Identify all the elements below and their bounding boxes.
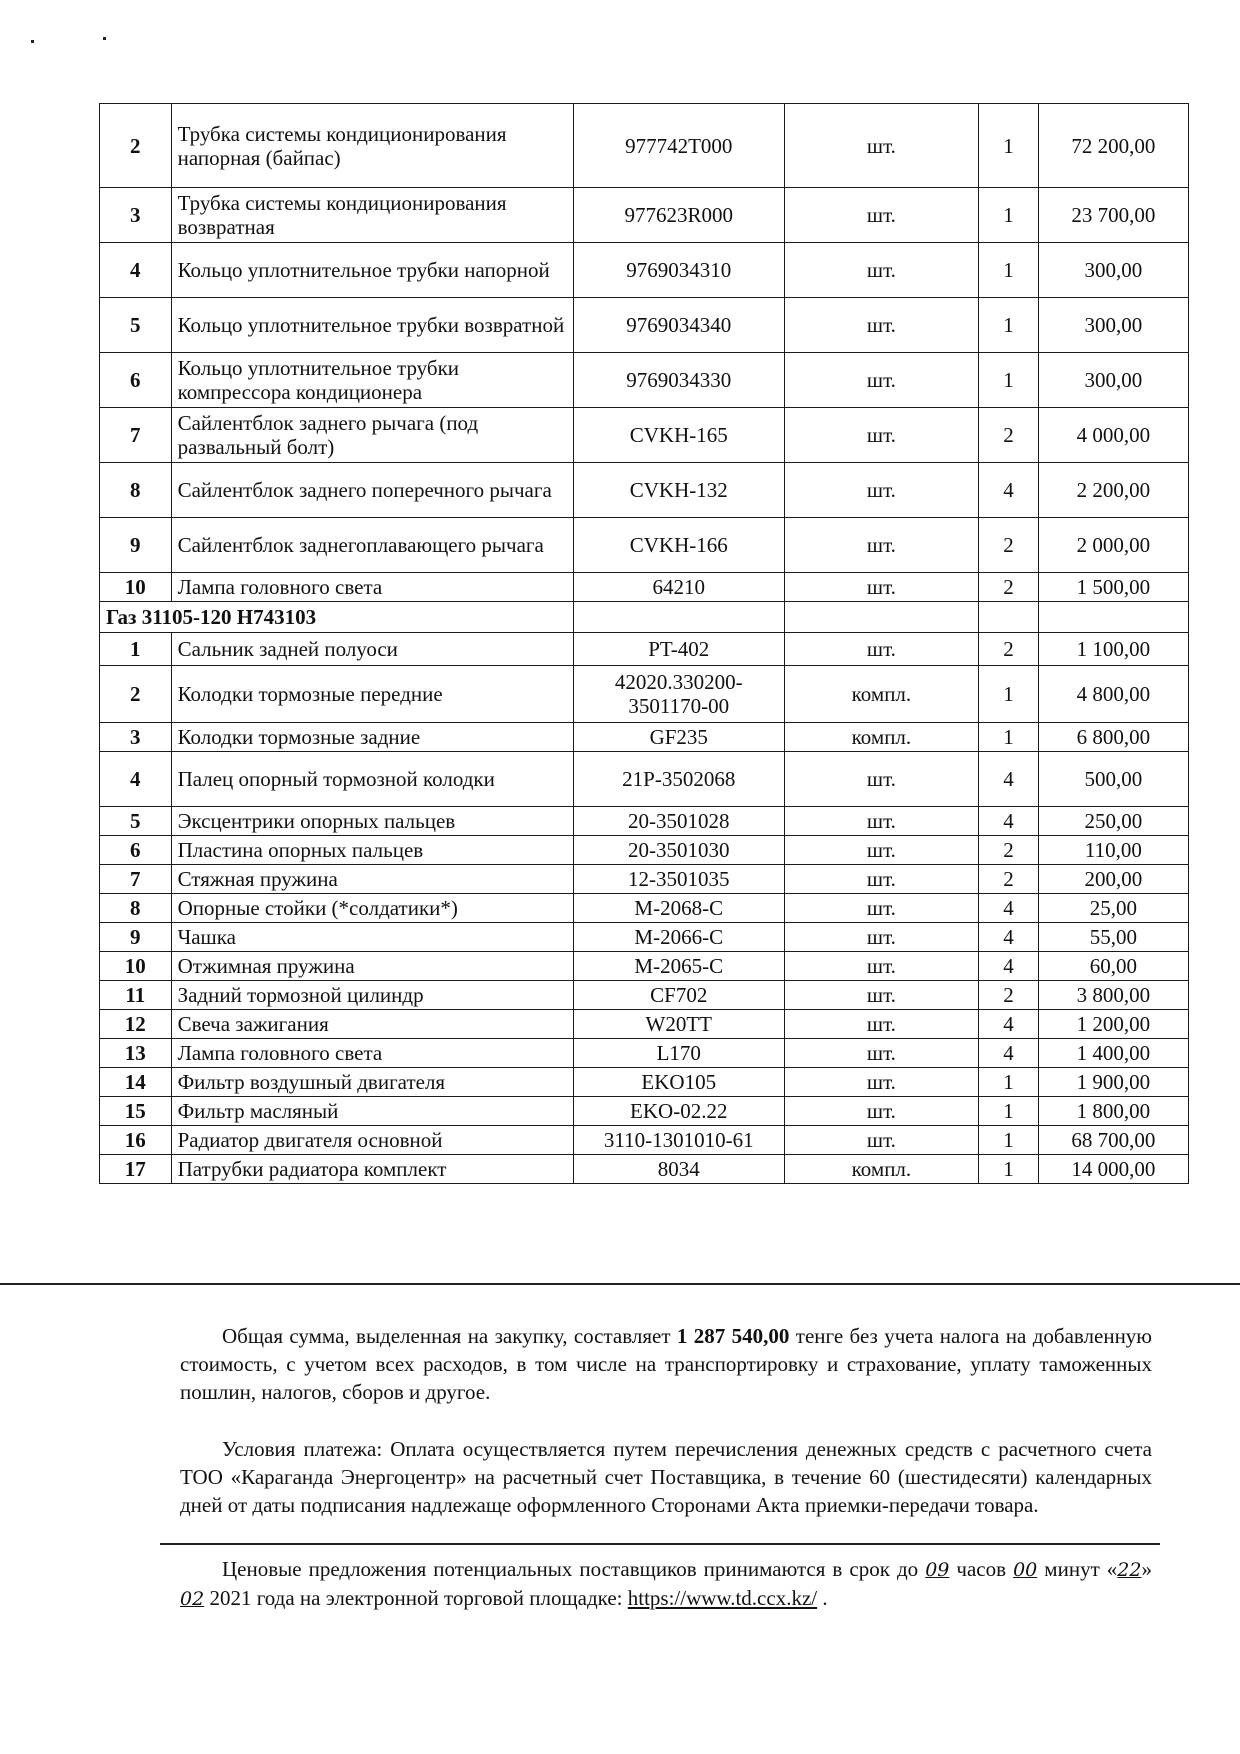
item-name: Свеча зажигания (171, 1010, 573, 1039)
row-number: 11 (100, 981, 172, 1010)
item-name: Фильтр воздушный двигателя (171, 1068, 573, 1097)
item-quantity: 2 (979, 981, 1038, 1010)
table-row (100, 1126, 1189, 1155)
table-row (100, 894, 1189, 923)
item-article: 9769034310 (573, 243, 784, 298)
empty-cell (784, 602, 979, 633)
item-article: GF235 (573, 723, 784, 752)
item-article: PT-402 (573, 633, 784, 666)
item-name: Задний тормозной цилиндр (171, 981, 573, 1010)
row-number: 14 (100, 1068, 172, 1097)
table-row (100, 1068, 1189, 1097)
item-quantity: 1 (979, 666, 1038, 723)
item-price: 6 800,00 (1038, 723, 1188, 752)
row-number: 6 (100, 836, 172, 865)
handwritten-hour: 09 (925, 1559, 950, 1581)
item-unit: шт. (784, 1010, 979, 1039)
row-number: 3 (100, 188, 172, 243)
item-name: Стяжная пружина (171, 865, 573, 894)
item-price: 250,00 (1038, 807, 1188, 836)
item-unit: шт. (784, 633, 979, 666)
table-row (100, 865, 1189, 894)
row-number: 7 (100, 408, 172, 463)
item-unit: шт. (784, 298, 979, 353)
row-number: 9 (100, 923, 172, 952)
item-quantity: 1 (979, 723, 1038, 752)
scan-speck (103, 37, 106, 40)
table-row (100, 243, 1189, 298)
item-name: Патрубки радиатора комплект (171, 1155, 573, 1184)
item-article: W20TT (573, 1010, 784, 1039)
item-name: Опорные стойки (*солдатики*) (171, 894, 573, 923)
item-article: 64210 (573, 573, 784, 602)
item-quantity: 1 (979, 1126, 1038, 1155)
item-article: 8034 (573, 1155, 784, 1184)
item-article: M-2065-C (573, 952, 784, 981)
item-quantity: 4 (979, 463, 1038, 518)
item-name: Фильтр масляный (171, 1097, 573, 1126)
scan-fold-line (160, 1543, 1160, 1545)
row-number: 12 (100, 1010, 172, 1039)
item-name: Сайлентблок заднего рычага (под развальный болт) (171, 408, 573, 463)
item-price: 4 800,00 (1038, 666, 1188, 723)
item-unit: шт. (784, 923, 979, 952)
item-article: 12-3501035 (573, 865, 784, 894)
item-quantity: 4 (979, 807, 1038, 836)
item-quantity: 1 (979, 1097, 1038, 1126)
empty-cell (573, 602, 784, 633)
item-quantity: 4 (979, 952, 1038, 981)
item-quantity: 1 (979, 298, 1038, 353)
table-row (100, 1039, 1189, 1068)
table-row (100, 518, 1189, 573)
row-number: 2 (100, 666, 172, 723)
item-quantity: 4 (979, 1010, 1038, 1039)
row-number: 13 (100, 1039, 172, 1068)
row-number: 10 (100, 952, 172, 981)
item-unit: шт. (784, 518, 979, 573)
item-article: 9769034340 (573, 298, 784, 353)
item-unit: компл. (784, 723, 979, 752)
group-header-row (100, 602, 1189, 633)
item-article: CVKH-165 (573, 408, 784, 463)
item-quantity: 1 (979, 1155, 1038, 1184)
item-unit: шт. (784, 894, 979, 923)
item-price: 2 200,00 (1038, 463, 1188, 518)
item-price: 1 800,00 (1038, 1097, 1188, 1126)
table-row (100, 104, 1189, 188)
item-unit: шт. (784, 1126, 979, 1155)
item-name: Пластина опорных пальцев (171, 836, 573, 865)
scan-speck (31, 40, 34, 43)
row-number: 6 (100, 353, 172, 408)
item-name: Сайлентблок заднего поперечного рычага (171, 463, 573, 518)
row-number: 10 (100, 573, 172, 602)
item-article: M-2068-C (573, 894, 784, 923)
item-price: 14 000,00 (1038, 1155, 1188, 1184)
item-unit: шт. (784, 1097, 979, 1126)
table-row (100, 1010, 1189, 1039)
item-article: 21P-3502068 (573, 752, 784, 807)
item-price: 72 200,00 (1038, 104, 1188, 188)
item-unit: шт. (784, 408, 979, 463)
item-article: 9769034330 (573, 353, 784, 408)
item-quantity: 1 (979, 243, 1038, 298)
item-name: Эксцентрики опорных пальцев (171, 807, 573, 836)
item-price: 4 000,00 (1038, 408, 1188, 463)
item-name: Кольцо уплотнительное трубки компрессора кондиционера (171, 353, 573, 408)
item-price: 1 900,00 (1038, 1068, 1188, 1097)
item-price: 1 500,00 (1038, 573, 1188, 602)
handwritten-day: 22 (1117, 1559, 1142, 1581)
item-price: 25,00 (1038, 894, 1188, 923)
scan-fold-line (0, 1283, 1240, 1285)
item-quantity: 4 (979, 752, 1038, 807)
item-article: L170 (573, 1039, 784, 1068)
row-number: 16 (100, 1126, 172, 1155)
item-article: 3110-1301010-61 (573, 1126, 784, 1155)
item-name: Трубка системы кондиционирования возвратная (171, 188, 573, 243)
row-number: 3 (100, 723, 172, 752)
item-price: 55,00 (1038, 923, 1188, 952)
item-price: 68 700,00 (1038, 1126, 1188, 1155)
table-row (100, 573, 1189, 602)
row-number: 5 (100, 807, 172, 836)
item-name: Сайлентблок заднегоплавающего рычага (171, 518, 573, 573)
item-quantity: 1 (979, 104, 1038, 188)
item-unit: компл. (784, 1155, 979, 1184)
table-row (100, 923, 1189, 952)
item-price: 60,00 (1038, 952, 1188, 981)
item-quantity: 2 (979, 633, 1038, 666)
table-row (100, 981, 1189, 1010)
item-name: Чашка (171, 923, 573, 952)
item-name: Колодки тормозные передние (171, 666, 573, 723)
item-quantity: 1 (979, 188, 1038, 243)
item-article: M-2066-C (573, 923, 784, 952)
parts-table (99, 103, 1189, 1184)
item-article: 20-3501028 (573, 807, 784, 836)
table-row (100, 752, 1189, 807)
item-price: 1 200,00 (1038, 1010, 1188, 1039)
item-article: CVKH-166 (573, 518, 784, 573)
table-row (100, 353, 1189, 408)
total-amount: 1 287 540,00 (676, 1324, 790, 1348)
item-unit: шт. (784, 243, 979, 298)
item-unit: шт. (784, 1039, 979, 1068)
table-row (100, 463, 1189, 518)
item-unit: шт. (784, 463, 979, 518)
item-unit: шт. (784, 104, 979, 188)
item-name: Сальник задней полуоси (171, 633, 573, 666)
item-price: 300,00 (1038, 353, 1188, 408)
item-name: Лампа головного света (171, 573, 573, 602)
item-name: Трубка системы кондиционирования напорная (байпас) (171, 104, 573, 188)
row-number: 8 (100, 894, 172, 923)
item-article: 977742T000 (573, 104, 784, 188)
item-quantity: 4 (979, 923, 1038, 952)
item-price: 110,00 (1038, 836, 1188, 865)
item-name: Лампа головного света (171, 1039, 573, 1068)
table-row (100, 723, 1189, 752)
row-number: 2 (100, 104, 172, 188)
payment-terms-paragraph: Условия платежа: Оплата осуществляется путем перечисления денежных средств с расчетного счета ТОО «Караганда Энергоцентр» на расчетный счет Поставщика, в течение 60 (шестидесяти) календарных дней от даты подписания надлежаще оформленного Сторонами Акта приемки-передачи товара. (180, 1437, 1152, 1517)
item-name: Отжимная пружина (171, 952, 573, 981)
item-quantity: 4 (979, 894, 1038, 923)
item-article: 977623R000 (573, 188, 784, 243)
item-name: Колодки тормозные задние (171, 723, 573, 752)
row-number: 1 (100, 633, 172, 666)
item-price: 1 400,00 (1038, 1039, 1188, 1068)
item-quantity: 4 (979, 1039, 1038, 1068)
row-number: 7 (100, 865, 172, 894)
item-price: 300,00 (1038, 298, 1188, 353)
item-unit: шт. (784, 981, 979, 1010)
row-number: 8 (100, 463, 172, 518)
total-sum-paragraph: Общая сумма, выделенная на закупку, составляет 1 287 540,00 тенге без учета налога на добавленную стоимость, с учетом всех расходов, в том числе на транспортировку и страхование, уплату таможенных пошлин, налогов, сборов и другое. (180, 1324, 1152, 1404)
table-row (100, 1097, 1189, 1126)
item-article: CF702 (573, 981, 784, 1010)
handwritten-minute: 00 (1013, 1559, 1038, 1581)
vehicle-group-title: Газ 31105-120 Н743103 (100, 602, 574, 633)
item-quantity: 1 (979, 1068, 1038, 1097)
item-quantity: 2 (979, 573, 1038, 602)
table-row (100, 298, 1189, 353)
table-row (100, 807, 1189, 836)
item-name: Кольцо уплотнительное трубки возвратной (171, 298, 573, 353)
item-price: 23 700,00 (1038, 188, 1188, 243)
row-number: 4 (100, 752, 172, 807)
row-number: 15 (100, 1097, 172, 1126)
item-unit: шт. (784, 952, 979, 981)
item-price: 200,00 (1038, 865, 1188, 894)
deadline-paragraph: Ценовые предложения потенциальных поставщиков принимаются в срок до 09 часов 00 минут «22» 02 2021 года на электронной торговой площадке: https://www.td.ccx.kz/ . (180, 1557, 1152, 1610)
item-unit: шт. (784, 865, 979, 894)
item-price: 3 800,00 (1038, 981, 1188, 1010)
item-unit: шт. (784, 353, 979, 408)
empty-cell (979, 602, 1038, 633)
table-row (100, 836, 1189, 865)
item-unit: шт. (784, 752, 979, 807)
item-unit: компл. (784, 666, 979, 723)
table-row (100, 666, 1189, 723)
item-name: Палец опорный тормозной колодки (171, 752, 573, 807)
row-number: 5 (100, 298, 172, 353)
row-number: 9 (100, 518, 172, 573)
item-price: 1 100,00 (1038, 633, 1188, 666)
item-article: CVKH-132 (573, 463, 784, 518)
table-row (100, 408, 1189, 463)
item-price: 2 000,00 (1038, 518, 1188, 573)
empty-cell (1038, 602, 1188, 633)
item-unit: шт. (784, 1068, 979, 1097)
handwritten-month: 02 (180, 1588, 205, 1610)
item-name: Кольцо уплотнительное трубки напорной (171, 243, 573, 298)
item-name: Радиатор двигателя основной (171, 1126, 573, 1155)
item-unit: шт. (784, 807, 979, 836)
item-article: 20-3501030 (573, 836, 784, 865)
table-row (100, 188, 1189, 243)
item-price: 300,00 (1038, 243, 1188, 298)
item-quantity: 1 (979, 353, 1038, 408)
item-quantity: 2 (979, 865, 1038, 894)
table-row (100, 1155, 1189, 1184)
table-row (100, 633, 1189, 666)
row-number: 4 (100, 243, 172, 298)
platform-link[interactable]: https://www.td.ccx.kz/ (627, 1586, 818, 1610)
item-article: 42020.330200-3501170-00 (573, 666, 784, 723)
item-unit: шт. (784, 188, 979, 243)
item-price: 500,00 (1038, 752, 1188, 807)
item-quantity: 2 (979, 408, 1038, 463)
table-row (100, 952, 1189, 981)
item-quantity: 2 (979, 836, 1038, 865)
item-unit: шт. (784, 573, 979, 602)
row-number: 17 (100, 1155, 172, 1184)
item-quantity: 2 (979, 518, 1038, 573)
item-article: EKO105 (573, 1068, 784, 1097)
item-unit: шт. (784, 836, 979, 865)
item-article: EKO-02.22 (573, 1097, 784, 1126)
